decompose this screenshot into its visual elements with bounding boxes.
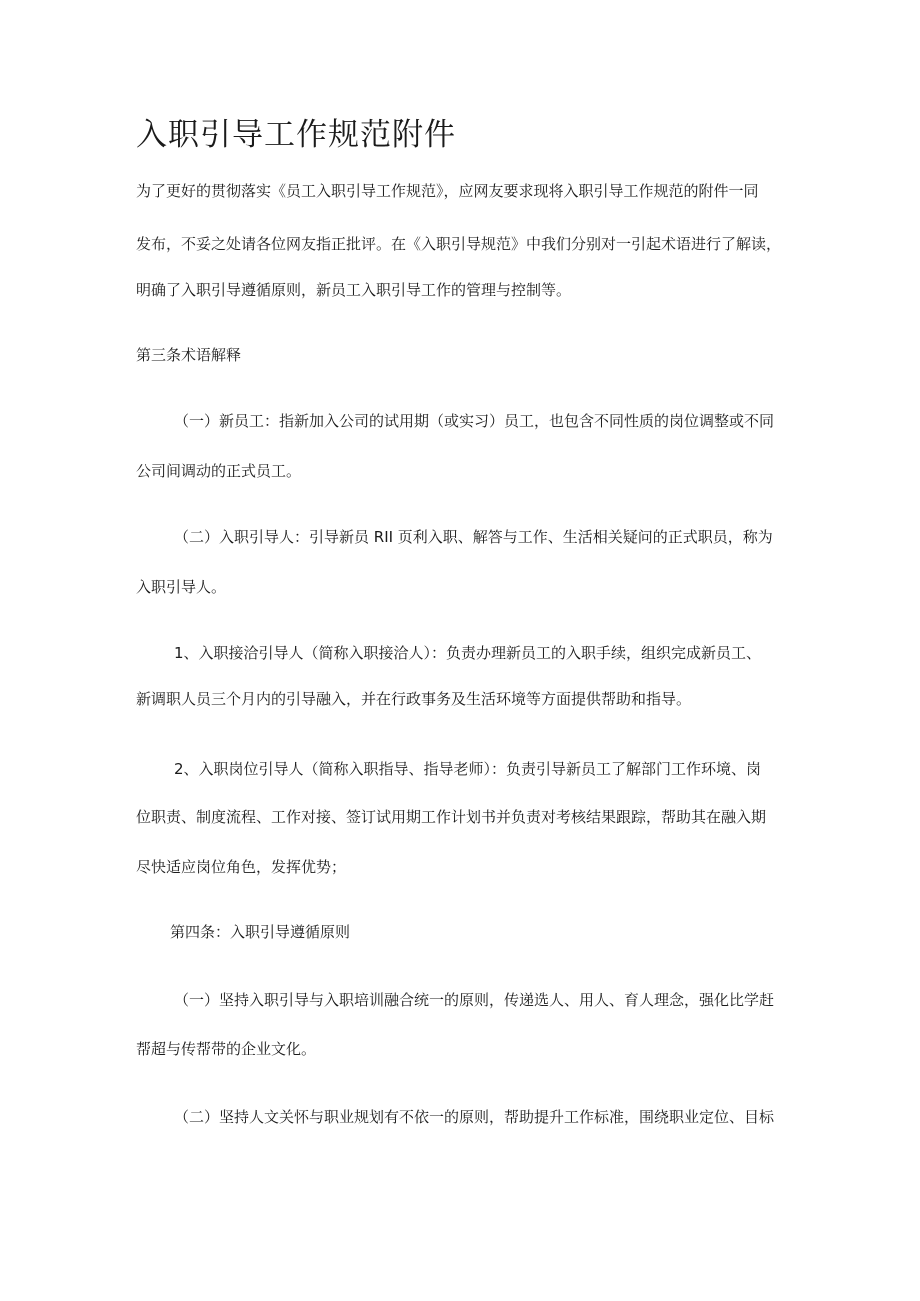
paragraph-line: 位职责、制度流程、工作对接、签订试用期工作计划书并负责对考核结果跟踪，帮助其在融入期 xyxy=(136,808,767,826)
paragraph-line: （一）新员工：指新加入公司的试用期（或实习）员工，也包含不同性质的岗位调整或不同 xyxy=(174,412,775,430)
paragraph-line: 1、入职接洽引导人（简称入职接洽人）：负责办理新员工的入职手续，组织完成新员工、 xyxy=(174,644,762,662)
section-heading: 第三条术语解释 xyxy=(136,346,242,364)
paragraph-line: 尽快适应岗位角色，发挥优势； xyxy=(136,858,347,876)
paragraph-line: 明确了入职引导遵循原则，新员工入职引导工作的管理与控制等。 xyxy=(136,281,572,299)
paragraph-line: （二）坚持人文关怀与职业规划有不依一的原则，帮助提升工作标准，围绕职业定位、目标 xyxy=(174,1108,775,1126)
paragraph-line: 入职引导人。 xyxy=(136,578,227,596)
document-title: 入职引导工作规范附件 xyxy=(136,117,456,153)
paragraph-line: 为了更好的贯彻落实《员工入职引导工作规范》，应网友要求现将入职引导工作规范的附件一同 xyxy=(136,182,759,200)
section-heading: 第四条：入职引导遵循原则 xyxy=(170,923,351,941)
paragraph-line: 帮超与传帮带的企业文化。 xyxy=(136,1040,317,1058)
paragraph-line: （一）坚持入职引导与入职培训融合统一的原则，传递选人、用人、育人理念，强化比学赶 xyxy=(174,991,775,1009)
paragraph-line: 公司间调动的正式员工。 xyxy=(136,462,302,480)
paragraph-line: （二）入职引导人：引导新员 RII 页利入职、解答与工作、生活相关疑问的正式职员，称为 xyxy=(174,528,773,546)
paragraph-line: 发布，不妥之处请各位网友指正批评。在《入职引导规范》中我们分别对一引起术语进行了解读， xyxy=(136,235,782,253)
paragraph-line: 2、入职岗位引导人（简称入职指导、指导老师）：负责引导新员工了解部门工作环境、岗 xyxy=(174,760,762,778)
paragraph-line: 新调职人员三个月内的引导融入，并在行政事务及生活环境等方面提供帮助和指导。 xyxy=(136,690,692,708)
